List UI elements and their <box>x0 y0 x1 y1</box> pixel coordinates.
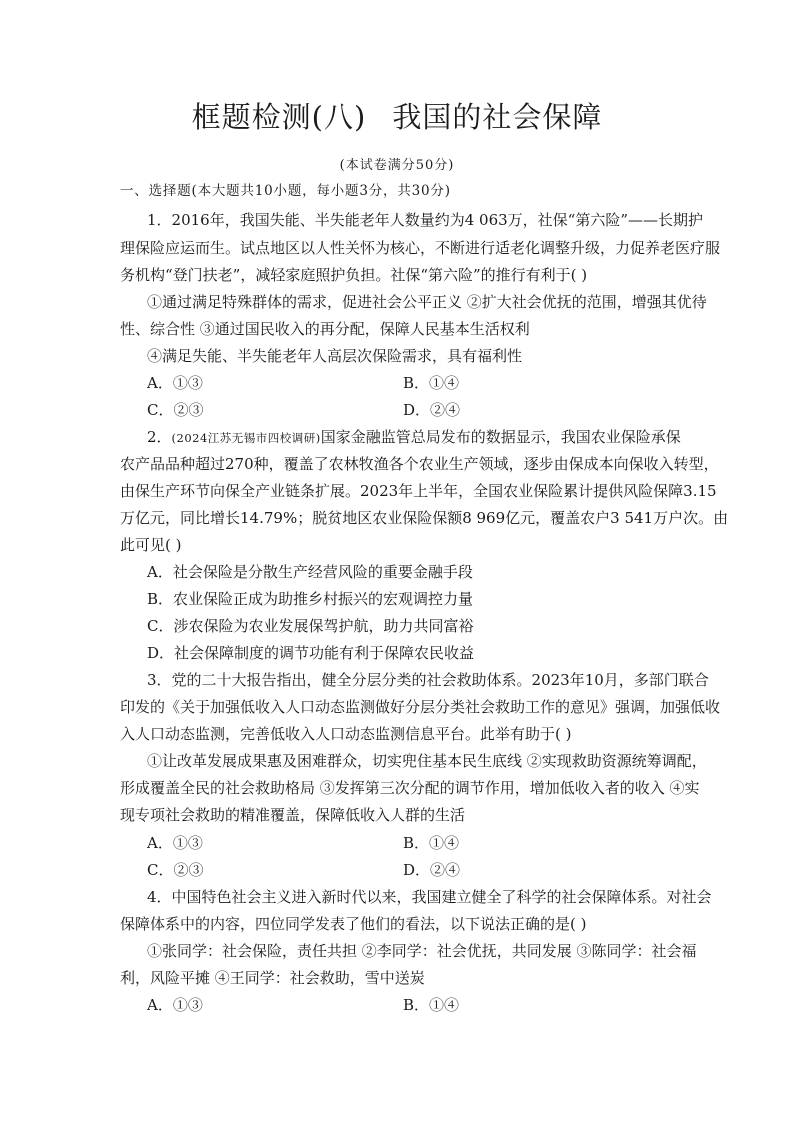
q3-option-b[interactable]: B．①④ <box>403 834 460 852</box>
title-part2: 我国的社会保障 <box>392 100 603 134</box>
page-title <box>0 95 794 136</box>
q2-stem-line: 此可见( ) <box>120 536 182 554</box>
q3-item-line: 形成覆盖全民的社会救助格局 ③发挥第三次分配的调节作用，增加低收入者的收入 ④实 <box>120 779 700 797</box>
q1-stem-line: 理保险应运而生。试点地区以人性关怀为核心，不断进行适老化调整升级，力促养老医疗服 <box>120 239 721 257</box>
q2-option-c[interactable]: C．涉农保险为农业发展保驾护航，助力共同富裕 <box>147 617 474 635</box>
q4-option-b[interactable]: B．①④ <box>403 996 460 1014</box>
q1-option-b[interactable]: B．①④ <box>403 374 460 392</box>
page-subtitle: (本试卷满分50分) <box>339 158 455 173</box>
q3-stem-line: 入人口动态监测，完善低收入人口动态监测信息平台。此举有助于( ) <box>120 725 572 743</box>
q1-item-line: 性、综合性 ③通过国民收入的再分配，保障人民基本生活权利 <box>120 320 530 338</box>
q2-stem-line: 农产品品种超过270种，覆盖了农林牧渔各个农业生产领域，逐步由保成本向保收入转型， <box>120 455 719 473</box>
q2-option-a[interactable]: A．社会保险是分散生产经营风险的重要金融手段 <box>147 563 473 581</box>
q2-stem-line: 由保生产环节向保全产业链条扩展。2023年上半年，全国农业保险累计提供风险保障3.15 <box>120 482 717 500</box>
q2-stem-line: 万亿元，同比增长14.79%；脱贫地区农业保险保额8 969亿元，覆盖农户3 541万户次。由 <box>120 509 729 527</box>
section-heading: 一、选择题(本大题共10小题，每小题3分，共30分) <box>120 183 451 199</box>
q2-option-d[interactable]: D．社会保障制度的调节功能有利于保障农民收益 <box>147 644 475 662</box>
title-part1: 框题检测(八) <box>191 100 367 134</box>
q2-source: (2024江苏无锡市四校调研) <box>171 431 321 445</box>
q1-stem-line: 1．2016年，我国失能、半失能老年人数量约为4 063万，社保“第六险”——长期护 <box>147 211 703 229</box>
q3-option-d[interactable]: D．②④ <box>403 861 461 879</box>
q3-stem-line: 印发的《关于加强低收入人口动态监测做好分层分类社会救助工作的意见》强调，加强低收 <box>120 698 721 716</box>
q3-option-c[interactable]: C．②③ <box>147 861 204 879</box>
q4-item-line: 利，风险平摊 ④王同学：社会救助，雪中送炭 <box>120 969 425 987</box>
q2-option-b[interactable]: B．农业保险正成为助推乡村振兴的宏观调控力量 <box>147 590 474 608</box>
q1-option-a[interactable]: A．①③ <box>147 374 203 392</box>
q4-stem-line: 4．中国特色社会主义进入新时代以来，我国建立健全了科学的社会保障体系。对社会 <box>147 888 712 906</box>
q3-item-line: ①让改革发展成果惠及困难群众，切实兜住基本民生底线 ②实现救助资源统筹调配， <box>147 752 707 770</box>
q1-item-line: ④满足失能、半失能老年人高层次保险需求，具有福利性 <box>147 347 523 365</box>
q1-item-line: ①通过满足特殊群体的需求，促进社会公平正义 ②扩大社会优抚的范围，增强其优待 <box>147 293 707 311</box>
q3-stem-line: 3．党的二十大报告指出，健全分层分类的社会救助体系。2023年10月，多部门联合 <box>147 671 709 689</box>
q1-option-c[interactable]: C．②③ <box>147 401 204 419</box>
q1-stem-line: 务机构“登门扶老”，减轻家庭照护负担。社保“第六险”的推行有利于( ) <box>120 266 588 284</box>
q3-item-line: 现专项社会救助的精准覆盖，保障低收入人群的生活 <box>120 806 466 824</box>
q2-number: 2． <box>147 428 172 446</box>
q4-option-a[interactable]: A．①③ <box>147 996 203 1014</box>
q4-stem-line: 保障体系中的内容，四位同学发表了他们的看法，以下说法正确的是( ) <box>120 915 587 933</box>
q2-stem-first: 国家金融监管总局发布的数据显示，我国农业保险承保 <box>320 428 681 446</box>
q2-stem-first-line <box>147 427 681 448</box>
q4-item-line: ①张同学：社会保险，责任共担 ②李同学：社会优抚，共同发展 ③陈同学：社会福 <box>147 942 697 960</box>
q3-option-a[interactable]: A．①③ <box>147 834 203 852</box>
q1-option-d[interactable]: D．②④ <box>403 401 461 419</box>
